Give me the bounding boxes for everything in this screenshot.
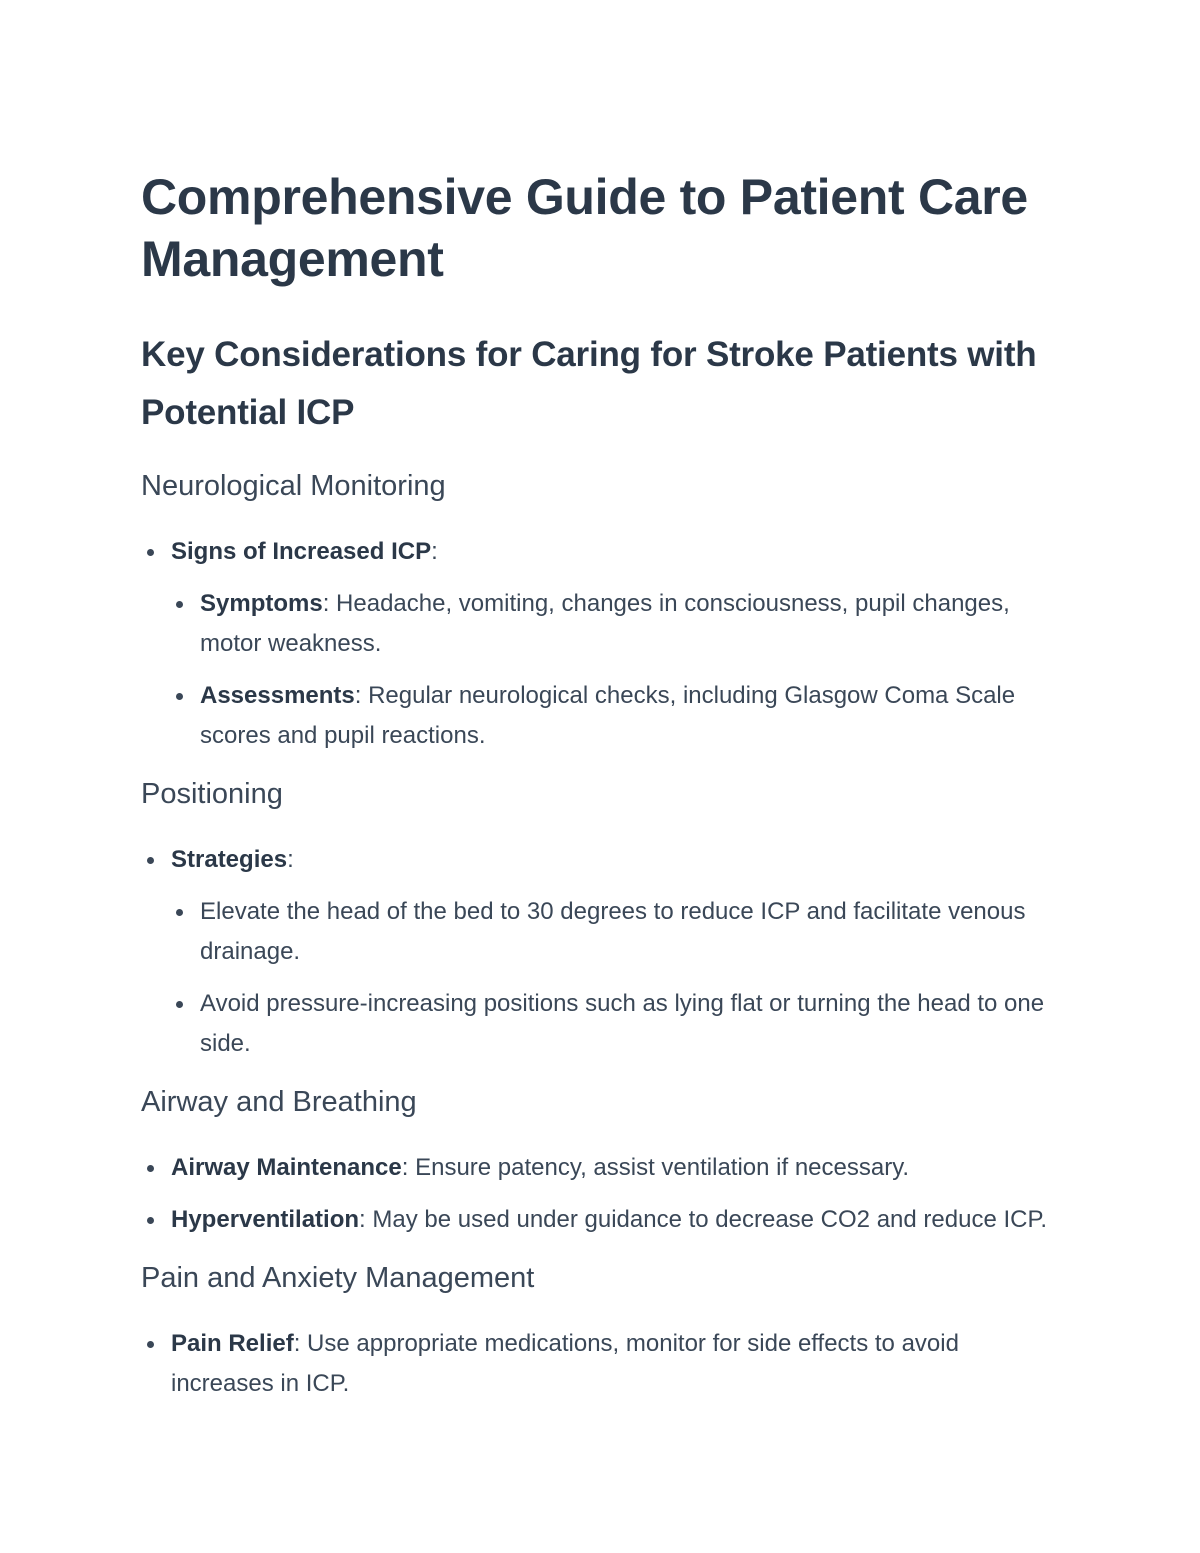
item-label: Hyperventilation — [171, 1206, 360, 1233]
list-item — [171, 532, 1060, 756]
bullet-list — [141, 1324, 1060, 1404]
list-item — [171, 1148, 1060, 1188]
item-label: Strategies — [171, 846, 288, 873]
section-pain-and-anxiety-management — [141, 1258, 1060, 1404]
item-text: : Regular neurological checks, including Glasgow Coma Scale scores and pupil reactions. — [200, 682, 1016, 749]
item-text: Elevate the head of the bed to 30 degrees to reduce ICP and facilitate venous drainage. — [200, 898, 1026, 965]
item-label: Assessments — [200, 682, 355, 709]
sub-bullet-list — [171, 584, 1060, 756]
document-subtitle: Key Considerations for Caring for Stroke Patients with Potential ICP — [141, 335, 1037, 432]
section-positioning — [141, 774, 1060, 1064]
item-label: Pain Relief — [171, 1330, 294, 1357]
document-title: Comprehensive Guide to Patient Care Management — [141, 169, 1028, 287]
item-text: : Use appropriate medications, monitor for side effects to avoid increases in ICP. — [171, 1330, 959, 1397]
bullet-list — [141, 532, 1060, 756]
section-heading: Pain and Anxiety Management — [141, 1262, 535, 1294]
section-neurological-monitoring — [141, 466, 1060, 756]
sub-bullet-list — [171, 892, 1060, 1064]
section-heading: Positioning — [141, 778, 283, 810]
item-text: : — [287, 846, 294, 873]
section-heading: Neurological Monitoring — [141, 470, 446, 502]
item-text: Avoid pressure-increasing positions such as lying flat or turning the head to one side. — [200, 990, 1045, 1057]
bullet-list — [141, 840, 1060, 1064]
bullet-list — [141, 1148, 1060, 1240]
list-item — [200, 676, 1060, 756]
section-heading: Airway and Breathing — [141, 1086, 417, 1118]
item-label: Signs of Increased ICP — [171, 538, 432, 565]
item-label: Airway Maintenance — [171, 1154, 402, 1181]
item-text: : Headache, vomiting, changes in consciousness, pupil changes, motor weakness. — [200, 590, 1010, 657]
list-item — [200, 892, 1060, 972]
item-text: : Ensure patency, assist ventilation if necessary. — [401, 1154, 910, 1181]
item-label: Symptoms — [200, 590, 323, 617]
list-item — [171, 1200, 1060, 1240]
list-item — [200, 984, 1060, 1064]
item-text: : — [431, 538, 438, 565]
list-item — [171, 1324, 1060, 1404]
list-item — [200, 584, 1060, 664]
list-item — [171, 840, 1060, 1064]
section-airway-and-breathing — [141, 1082, 1060, 1240]
item-text: : May be used under guidance to decrease CO2 and reduce ICP. — [359, 1206, 1048, 1233]
